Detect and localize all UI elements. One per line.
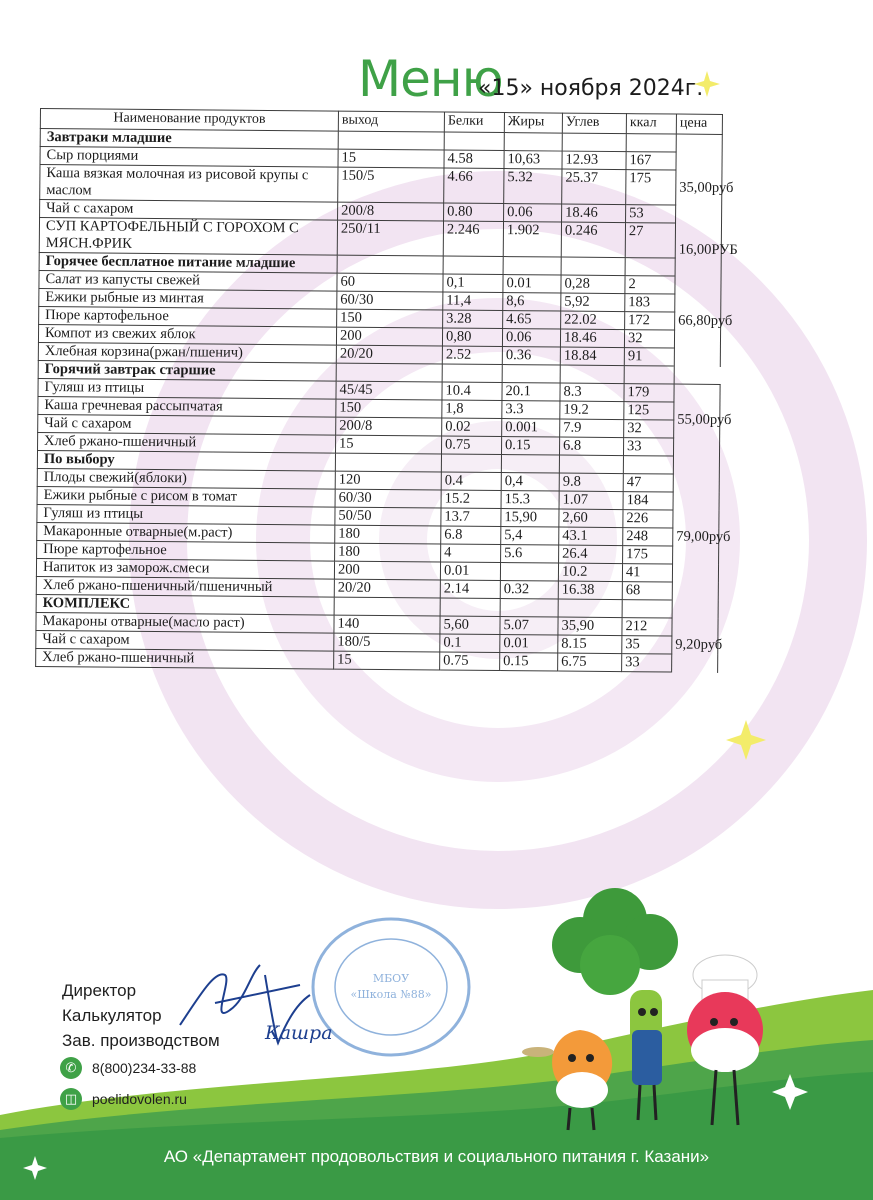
cell-name: Гуляш из птицы	[37, 504, 335, 525]
cell-carbs: 35,90	[558, 617, 622, 636]
cell-kcal: 184	[623, 492, 673, 510]
cell-name: Чай с сахаром	[38, 414, 336, 435]
cell-kcal: 27	[625, 223, 675, 258]
cell-fat: 0.001	[502, 419, 560, 438]
cell-name: Хлеб ржано-пшеничный	[38, 432, 336, 453]
cell-fat: 5.6	[501, 545, 559, 564]
cell-fat: 0.32	[500, 581, 558, 600]
cell-kcal	[624, 366, 674, 384]
cell-output	[337, 255, 443, 274]
cell-price: 79,00руб	[672, 474, 719, 600]
cell-fat	[502, 365, 560, 384]
cell-protein: 2.52	[442, 346, 502, 365]
cell-carbs: 0.246	[561, 222, 625, 258]
cell-fat: 15,90	[501, 509, 559, 528]
cell-fat: 0.01	[500, 635, 558, 654]
cell-fat: 8,6	[503, 293, 561, 312]
cell-kcal: 212	[622, 618, 672, 636]
cell-output	[336, 363, 442, 382]
director-label: Директор	[62, 981, 137, 1000]
column-header-kcal: ккал	[626, 114, 676, 134]
cell-name: Салат из капусты свежей	[39, 270, 337, 291]
cell-kcal: 175	[623, 546, 673, 564]
cell-protein: 1,8	[442, 400, 502, 419]
svg-text:Кашра: Кашра	[265, 1022, 333, 1044]
cell-kcal: 35	[622, 636, 672, 654]
cell-protein	[444, 132, 504, 151]
cell-carbs: 18.46	[560, 329, 624, 348]
cell-protein: 2.246	[443, 221, 503, 257]
cell-output: 120	[335, 471, 441, 490]
cell-kcal: 179	[624, 384, 674, 402]
cell-name: Напиток из замoрож.смеси	[36, 558, 334, 579]
cell-fat	[504, 133, 562, 152]
cell-carbs	[560, 365, 624, 384]
cell-fat: 0.01	[503, 275, 561, 294]
cell-price: 55,00руб	[673, 384, 720, 456]
cell-carbs: 8.15	[558, 635, 622, 654]
cell-output	[334, 597, 440, 616]
cell-output: 180	[335, 543, 441, 562]
calculator-label: Калькулятор	[62, 1006, 162, 1025]
cell-protein: 0.02	[442, 418, 502, 437]
cell-carbs: 6.8	[559, 437, 623, 456]
cell-protein: 10.4	[442, 382, 502, 401]
cell-output: 200/8	[338, 202, 444, 221]
cell-kcal: 183	[625, 294, 675, 312]
cell-kcal: 248	[623, 528, 673, 546]
cell-output: 15	[335, 435, 441, 454]
cell-price: 9,20руб	[672, 618, 718, 672]
cell-output: 140	[334, 615, 440, 634]
cell-output	[338, 131, 444, 150]
cell-price-empty	[672, 600, 718, 618]
cell-price: 66,80руб	[674, 276, 721, 366]
cell-carbs: 19.2	[560, 401, 624, 420]
menu-date: «15» ноября 2024г.	[478, 76, 704, 101]
cell-price-empty	[673, 456, 719, 474]
cell-kcal: 91	[624, 348, 674, 366]
cell-price: 35,00руб	[676, 152, 723, 223]
cell-kcal: 32	[624, 330, 674, 348]
column-header-protein: Белки	[444, 112, 504, 133]
organization-name: АО «Департамент продовольствия и социального питания г. Казани»	[163, 1147, 710, 1166]
cell-kcal: 41	[622, 564, 672, 582]
cell-fat: 5.32	[504, 169, 562, 205]
cell-kcal: 172	[625, 312, 675, 330]
svg-text:МБОУ: МБОУ	[372, 972, 410, 985]
cell-output: 180/5	[334, 633, 440, 652]
table-row	[40, 165, 722, 206]
cell-protein: 4.58	[444, 150, 504, 169]
cell-kcal: 33	[623, 438, 673, 456]
cell-name: Хлеб ржано-пшеничный/пшеничный	[36, 576, 334, 597]
cell-protein: 3.28	[443, 310, 503, 329]
cell-name: КОМПЛЕКС	[36, 594, 334, 615]
phone-contact[interactable]	[60, 1057, 196, 1079]
column-header-price: цена	[676, 114, 722, 134]
cell-carbs	[559, 455, 623, 474]
cell-protein: 0.75	[440, 652, 500, 671]
column-header-name: Наименование продуктов	[40, 109, 338, 132]
cell-kcal: 167	[626, 152, 676, 170]
cell-fat: 0.15	[501, 437, 559, 456]
cell-name: Ежики рыбные с рисом в томат	[37, 486, 335, 507]
cell-kcal	[626, 134, 676, 152]
cell-fat: 10,63	[504, 151, 562, 170]
cell-carbs: 9.8	[559, 473, 623, 492]
cell-output: 150	[337, 309, 443, 328]
cell-carbs: 26.4	[559, 545, 623, 564]
cell-protein: 0,1	[443, 274, 503, 293]
cell-output: 60	[337, 273, 443, 292]
cell-kcal	[622, 600, 672, 618]
cell-protein: 15.2	[441, 490, 501, 509]
cell-kcal: 226	[623, 510, 673, 528]
cell-output: 200	[336, 327, 442, 346]
cell-protein	[442, 364, 502, 383]
phone-number: 8(800)234-33-88	[92, 1060, 197, 1076]
cell-carbs: 18.84	[560, 347, 624, 366]
cell-protein	[440, 598, 500, 617]
cell-price: 16,00РУБ	[675, 223, 721, 276]
cell-fat	[500, 599, 558, 618]
cell-output: 15	[338, 149, 444, 168]
cell-name: Макаронные отварные(м.раст)	[37, 522, 335, 543]
cell-output	[335, 453, 441, 472]
cell-protein: 0.80	[444, 203, 504, 222]
cell-output: 20/20	[334, 579, 440, 598]
globe-icon: ◫	[60, 1088, 82, 1110]
cell-fat	[500, 563, 558, 582]
cell-carbs	[558, 599, 622, 618]
cell-fat: 0.06	[504, 204, 562, 223]
cell-carbs: 18.46	[562, 204, 626, 223]
cell-fat: 20.1	[502, 383, 560, 402]
cell-kcal: 32	[624, 420, 674, 438]
menu-table	[35, 108, 738, 673]
cell-output: 60/30	[335, 489, 441, 508]
cell-name: По выбору	[37, 450, 335, 471]
cell-protein: 0.1	[440, 634, 500, 653]
cell-name: Чай с сахаром	[40, 200, 338, 221]
cell-name: Компот из свежих яблок	[38, 324, 336, 345]
cell-protein: 0,80	[442, 328, 502, 347]
cell-kcal: 175	[626, 170, 676, 205]
cell-output: 200	[334, 561, 440, 580]
website-contact[interactable]	[60, 1088, 187, 1110]
cell-name: Плоды свежий(яблоки)	[37, 468, 335, 489]
production-head-label: Зав. производством	[62, 1031, 220, 1050]
cell-fat	[503, 257, 561, 276]
cell-carbs: 25.37	[562, 169, 626, 205]
cell-carbs	[562, 133, 626, 152]
sparkle-icon	[770, 1072, 810, 1112]
cell-protein: 0.01	[440, 562, 500, 581]
cell-carbs	[561, 257, 625, 276]
cell-carbs: 1.07	[559, 491, 623, 510]
cell-output: 60/30	[337, 291, 443, 310]
cell-kcal: 125	[624, 402, 674, 420]
phone-icon: ✆	[60, 1057, 82, 1079]
cell-output: 150/5	[338, 167, 444, 203]
cell-fat: 0.36	[502, 347, 560, 366]
cell-carbs: 16.38	[558, 581, 622, 600]
cell-carbs: 5,92	[561, 293, 625, 312]
cell-output: 150	[336, 399, 442, 418]
column-header-fat: Жиры	[504, 113, 562, 134]
cell-name: Завтраки младшие	[40, 129, 338, 150]
svg-text:«Школа №88»: «Школа №88»	[350, 988, 432, 1001]
cell-fat: 0,4	[501, 473, 559, 492]
cell-name: Хлебная корзина(ржан/пшенич)	[38, 342, 336, 363]
cell-name: Каша вязкая молочная из рисовой крупы с маслом	[40, 165, 338, 203]
cell-fat: 0.06	[502, 329, 560, 348]
cell-carbs: 6.75	[558, 653, 622, 672]
column-header-output: выход	[338, 111, 444, 132]
cell-carbs: 2,60	[559, 509, 623, 528]
cell-protein: 13.7	[441, 508, 501, 527]
cell-carbs: 7.9	[560, 419, 624, 438]
cell-name: Сыр порциями	[40, 147, 338, 168]
cell-fat: 3.3	[502, 401, 560, 420]
cell-fat: 4.65	[503, 311, 561, 330]
cell-protein	[441, 454, 501, 473]
cell-output: 15	[334, 651, 440, 670]
sparkle-icon	[693, 70, 721, 98]
cell-protein: 2.14	[440, 580, 500, 599]
cell-protein: 4.66	[444, 168, 504, 204]
cell-protein: 6.8	[441, 526, 501, 545]
cell-name: СУП КАРТОФЕЛЬНЫЙ С ГОРОХОМ С МЯСН.ФРИК	[39, 218, 337, 256]
cell-carbs: 10.2	[558, 563, 622, 582]
cell-kcal	[625, 258, 675, 276]
cell-output: 50/50	[335, 507, 441, 526]
cell-fat: 5.07	[500, 617, 558, 636]
cell-output: 45/45	[336, 381, 442, 400]
cell-output: 200/8	[336, 417, 442, 436]
cell-output: 250/11	[337, 220, 443, 256]
cell-kcal	[623, 456, 673, 474]
cell-kcal: 47	[623, 474, 673, 492]
cell-output: 20/20	[336, 345, 442, 364]
cell-fat: 15.3	[501, 491, 559, 510]
cell-name: Горячий завтрак старшие	[38, 360, 336, 381]
cell-output: 180	[335, 525, 441, 544]
mascot-illustration	[520, 880, 790, 1140]
cell-protein: 11,4	[443, 292, 503, 311]
sparkle-icon	[724, 718, 768, 762]
cell-fat	[501, 455, 559, 474]
cell-name: Пюре картофельное	[37, 540, 335, 561]
cell-kcal: 68	[622, 582, 672, 600]
cell-carbs: 12.93	[562, 151, 626, 170]
cell-kcal: 53	[626, 205, 676, 223]
website-link: poelidovolen.ru	[92, 1091, 187, 1107]
column-header-carbs: Углев	[562, 113, 626, 134]
cell-protein: 4	[441, 544, 501, 563]
cell-name: Гуляш из птицы	[38, 378, 336, 399]
cell-protein: 0.4	[441, 472, 501, 491]
cell-fat: 1.902	[503, 222, 561, 258]
cell-name: Чай с сахаром	[36, 630, 334, 651]
menu-title: Меню	[358, 50, 503, 108]
cell-name: Ежики рыбные из минтая	[39, 288, 337, 309]
cell-name: Пюре картофельное	[39, 306, 337, 327]
cell-name: Каша гречневая рассыпчатая	[38, 396, 336, 417]
cell-carbs: 43.1	[559, 527, 623, 546]
cell-fat: 0.15	[500, 653, 558, 672]
cell-kcal: 33	[622, 654, 672, 672]
cell-protein	[443, 256, 503, 275]
cell-price-empty	[676, 134, 722, 152]
cell-protein: 0.75	[441, 436, 501, 455]
cell-protein: 5,60	[440, 616, 500, 635]
cell-kcal: 2	[625, 276, 675, 294]
cell-fat: 5,4	[501, 527, 559, 546]
cell-name: Горячее бесплатное питание младшие	[39, 252, 337, 273]
table-row	[39, 218, 721, 259]
cell-name: Хлеб ржано-пшеничный	[36, 648, 334, 669]
cell-carbs: 0,28	[561, 275, 625, 294]
cell-carbs: 22.02	[561, 311, 625, 330]
cell-name: Макароны отварные(масло раст)	[36, 612, 334, 633]
cell-carbs: 8.3	[560, 383, 624, 402]
